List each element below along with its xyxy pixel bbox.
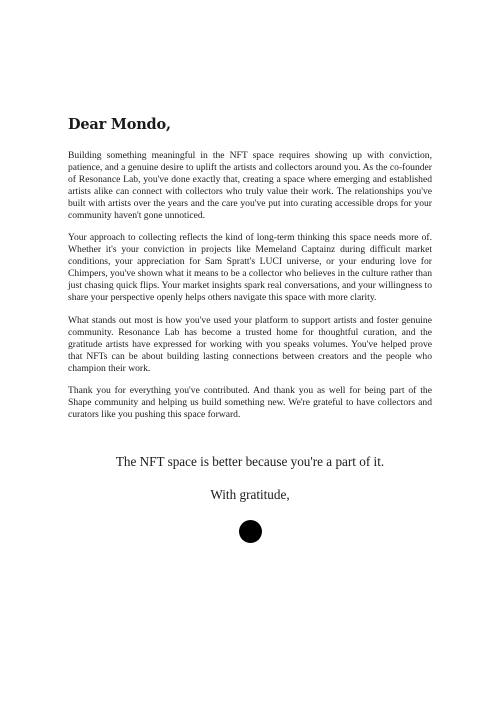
salutation: Dear Mondo, bbox=[68, 116, 171, 133]
letter-paragraph-2: Your approach to collecting reflects the kind of long-term thinking this space needs more of. Whether it's your conviction in projects like Memeland Captainz during difficult market conditions, your appreciation for Sam Spratt's LUCI universe, or your enduring love for Chimpers, you've shown what it means to be a collector who believes in the culture rather than just chasing quick flips. Your market insights spark real conversations, and your willingness to share your perspective openly helps others navigate this space with more clarity. bbox=[68, 232, 432, 303]
sign-off: With gratitude, bbox=[210, 487, 290, 502]
letter-paragraph-3: What stands out most is how you've used your platform to support artists and foster genuine community. Resonance Lab has become a trusted home for thoughtful curation, and the gratitude artists have expressed for working with you speaks volumes. You've helped prove that NFTs can be about building lasting connections between creators and the people who champion their work. bbox=[68, 314, 432, 374]
letter-paragraph-1: Building something meaningful in the NFT space requires showing up with conviction, patience, and a genuine desire to uplift the artists and collectors around you. As the co-founder of Resonance Lab, you've done exactly that, creating a space where emerging and established artists alike can connect with collectors who truly value their work. The relationships you've built with artists over the years and the care you've put into curating accessible drops for your community haven't gone unnoticed. bbox=[68, 150, 432, 221]
closing-statement: The NFT space is better because you're a part of it. bbox=[115, 454, 385, 469]
letter-paragraph-4: Thank you for everything you've contributed. And thank you as well for being part of the Shape community and helping us build something new. We're grateful to have collectors and curators like you pushing this space forward. bbox=[68, 385, 432, 421]
signature-mark bbox=[239, 520, 262, 543]
letter-body bbox=[68, 116, 432, 432]
